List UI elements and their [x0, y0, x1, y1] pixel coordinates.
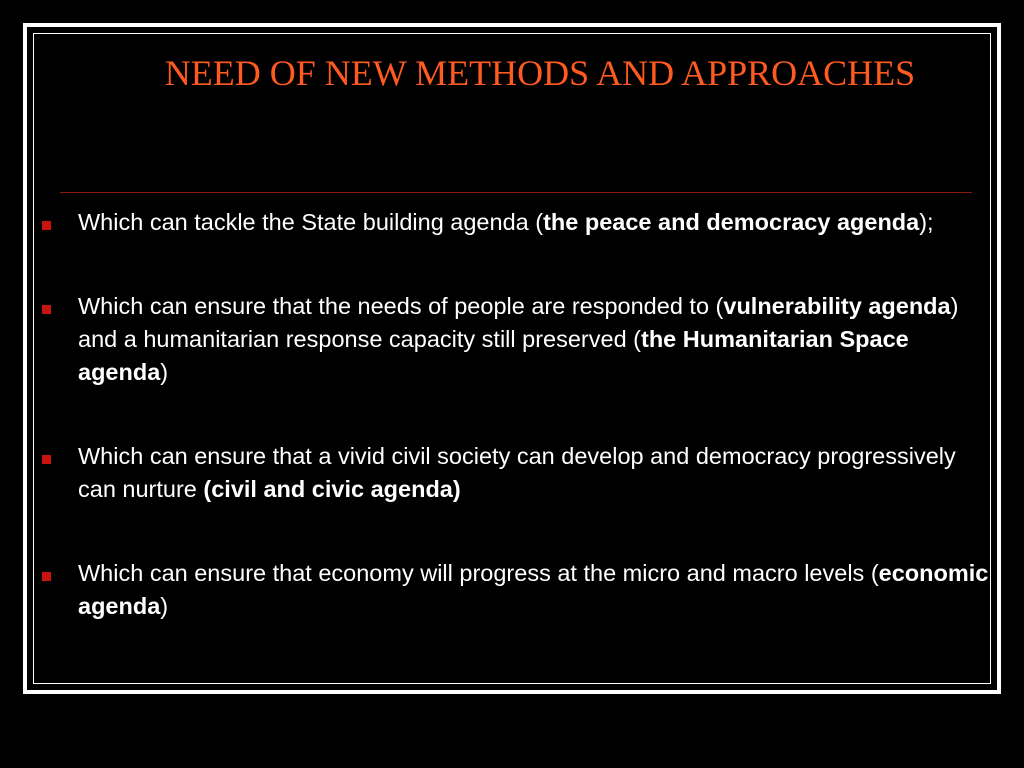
bullet-text: Which can ensure that a vivid civil society can develop and democracy progressively can nurture [78, 443, 956, 502]
square-bullet-icon [42, 572, 51, 581]
bullet-bold-text: (civil and civic agenda) [203, 476, 461, 502]
bullet-bold-text: economic agenda [78, 560, 989, 619]
bullet-item-state-building [40, 206, 990, 239]
bullet-item-civil-society [40, 440, 990, 506]
bullet-bold-text: the Humanitarian Space agenda [78, 326, 909, 385]
bullet-text: ) and a humanitarian response capacity still preserved ( [78, 293, 959, 352]
title-divider [60, 192, 972, 193]
bullet-bold-text: vulnerability agenda [723, 293, 951, 319]
slide-title: NEED OF NEW METHODS AND APPROACHES [164, 53, 916, 93]
bullet-item-vulnerability [40, 290, 990, 389]
bullet-text: Which can tackle the State building agenda ( [78, 209, 544, 235]
bullet-text: ) [160, 359, 169, 385]
bullet-text: Which can ensure that economy will progress at the micro and macro levels ( [78, 560, 879, 586]
bullet-text: Which can ensure that the needs of people are responded to ( [78, 293, 724, 319]
square-bullet-icon [42, 221, 51, 230]
bullet-list [40, 206, 990, 623]
square-bullet-icon [42, 455, 51, 464]
bullet-item-economy [40, 557, 990, 623]
square-bullet-icon [42, 305, 51, 314]
bullet-text: ); [919, 209, 934, 235]
bullet-bold-text: the peace and democracy agenda [543, 209, 920, 235]
bullet-text: ) [160, 593, 169, 619]
